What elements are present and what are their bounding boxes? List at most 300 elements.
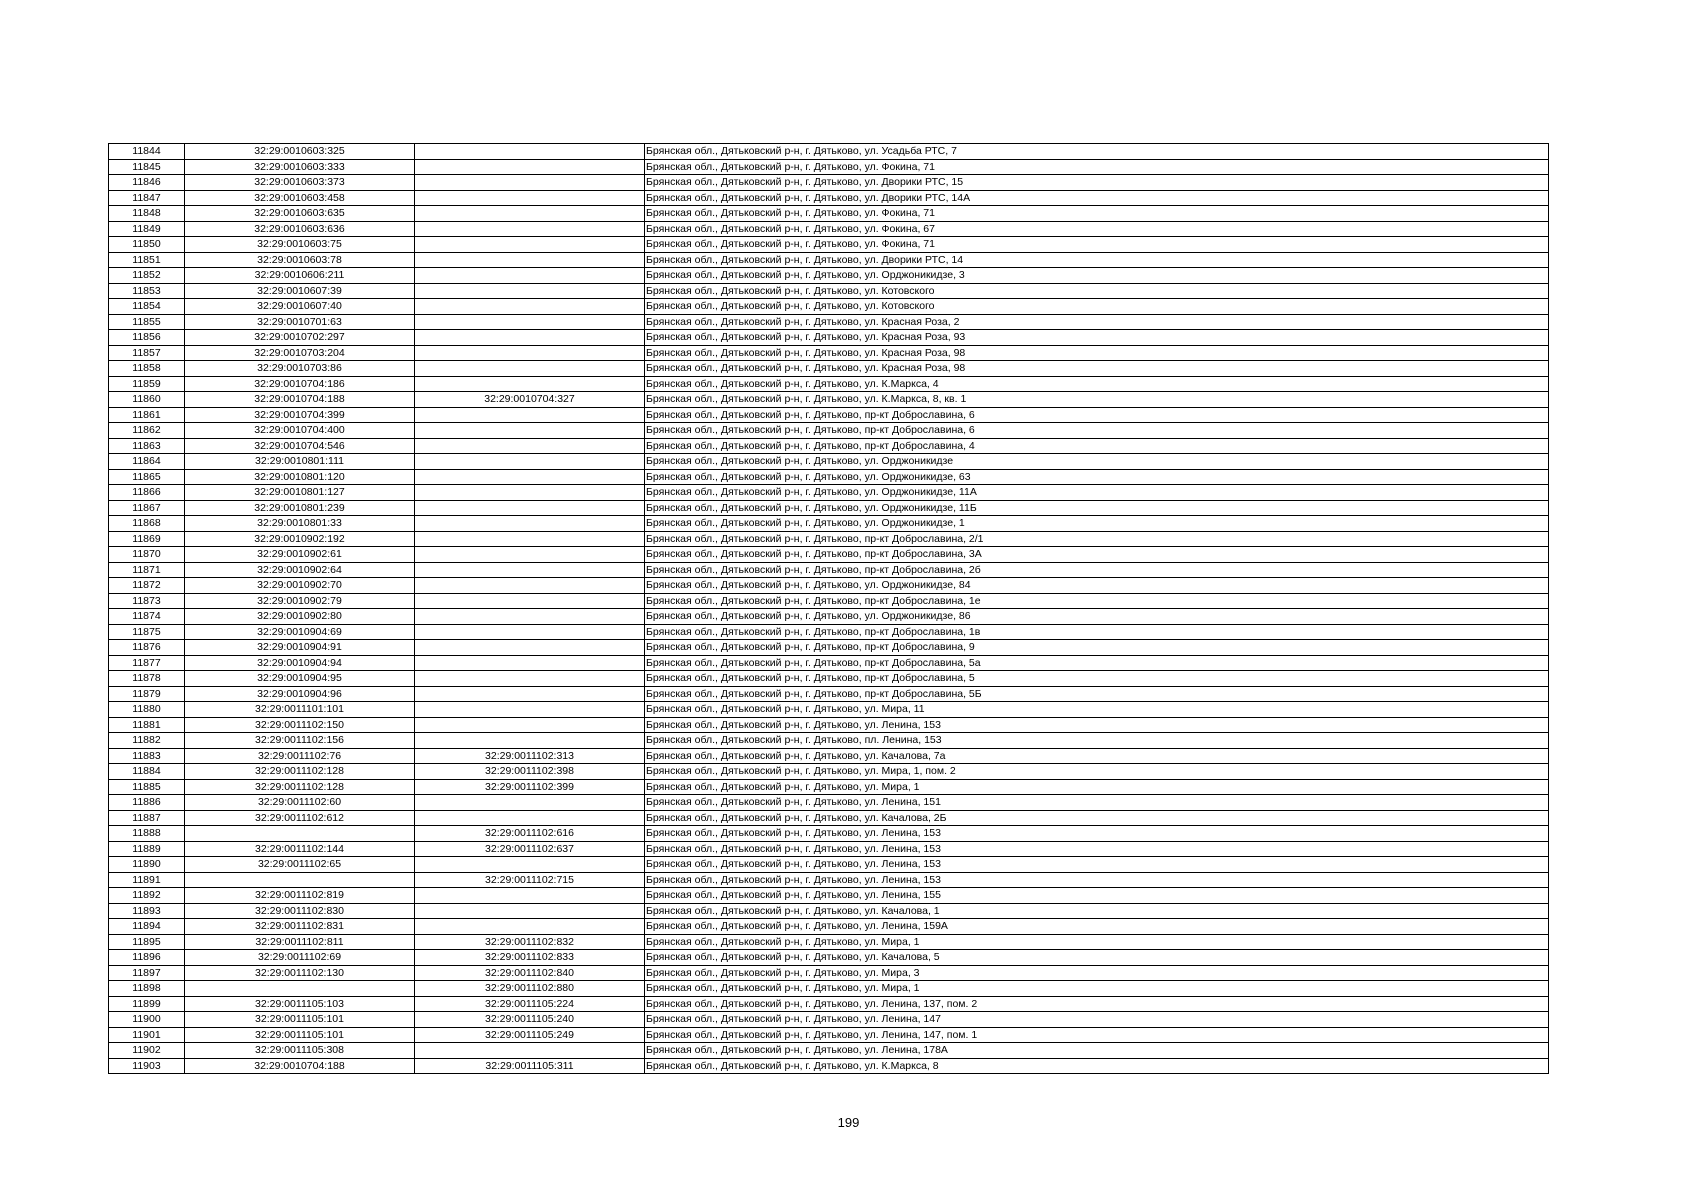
row-number-cell: 11897 [109, 965, 185, 981]
address-cell: Брянская обл., Дятьковский р-н, г. Дятьково, ул. Мира, 1 [645, 779, 1549, 795]
address-cell: Брянская обл., Дятьковский р-н, г. Дятьково, пр-кт Доброславина, 5а [645, 655, 1549, 671]
row-number-cell: 11886 [109, 795, 185, 811]
land-cadastral-number-cell: 32:29:0010603:636 [185, 221, 415, 237]
row-number-cell: 11894 [109, 919, 185, 935]
address-cell: Брянская обл., Дятьковский р-н, г. Дятьково, ул. Ленина, 137, пом. 2 [645, 996, 1549, 1012]
land-cadastral-number-cell: 32:29:0011102:65 [185, 857, 415, 873]
building-cadastral-number-cell [415, 423, 645, 439]
row-number-cell: 11887 [109, 810, 185, 826]
row-number-cell: 11900 [109, 1012, 185, 1028]
address-cell: Брянская обл., Дятьковский р-н, г. Дятьково, ул. Красная Роза, 98 [645, 361, 1549, 377]
row-number-cell: 11875 [109, 624, 185, 640]
land-cadastral-number-cell: 32:29:0011102:69 [185, 950, 415, 966]
address-cell: Брянская обл., Дятьковский р-н, г. Дятьково, пр-кт Доброславина, 3А [645, 547, 1549, 563]
land-cadastral-number-cell: 32:29:0010704:188 [185, 392, 415, 408]
row-number-cell: 11852 [109, 268, 185, 284]
building-cadastral-number-cell: 32:29:0011105:224 [415, 996, 645, 1012]
table-row [109, 903, 1549, 919]
address-cell: Брянская обл., Дятьковский р-н, г. Дятьково, ул. Ленина, 153 [645, 841, 1549, 857]
row-number-cell: 11896 [109, 950, 185, 966]
address-cell: Брянская обл., Дятьковский р-н, г. Дятьково, ул. Орджоникидзе [645, 454, 1549, 470]
row-number-cell: 11881 [109, 717, 185, 733]
land-cadastral-number-cell: 32:29:0010904:96 [185, 686, 415, 702]
row-number-cell: 11863 [109, 438, 185, 454]
address-cell: Брянская обл., Дятьковский р-н, г. Дятьково, ул. Ленина, 153 [645, 826, 1549, 842]
building-cadastral-number-cell [415, 609, 645, 625]
address-cell: Брянская обл., Дятьковский р-н, г. Дятьково, ул. Ленина, 178А [645, 1043, 1549, 1059]
building-cadastral-number-cell [415, 795, 645, 811]
building-cadastral-number-cell [415, 206, 645, 222]
land-cadastral-number-cell: 32:29:0010801:239 [185, 500, 415, 516]
land-cadastral-number-cell [185, 872, 415, 888]
row-number-cell: 11854 [109, 299, 185, 315]
table-row [109, 996, 1549, 1012]
building-cadastral-number-cell [415, 810, 645, 826]
address-cell: Брянская обл., Дятьковский р-н, г. Дятьково, ул. Орджоникидзе, 11Б [645, 500, 1549, 516]
building-cadastral-number-cell: 32:29:0011102:637 [415, 841, 645, 857]
table-row [109, 593, 1549, 609]
table-row [109, 779, 1549, 795]
land-cadastral-number-cell: 32:29:0010701:63 [185, 314, 415, 330]
row-number-cell: 11868 [109, 516, 185, 532]
table-row [109, 1043, 1549, 1059]
address-cell: Брянская обл., Дятьковский р-н, г. Дятьково, ул. Качалова, 7а [645, 748, 1549, 764]
building-cadastral-number-cell [415, 469, 645, 485]
table-row [109, 764, 1549, 780]
table-row [109, 407, 1549, 423]
land-cadastral-number-cell: 32:29:0010603:333 [185, 159, 415, 175]
row-number-cell: 11903 [109, 1058, 185, 1074]
address-cell: Брянская обл., Дятьковский р-н, г. Дятьково, ул. Орджоникидзе, 86 [645, 609, 1549, 625]
land-cadastral-number-cell: 32:29:0010603:373 [185, 175, 415, 191]
land-cadastral-number-cell: 32:29:0010704:186 [185, 376, 415, 392]
address-cell: Брянская обл., Дятьковский р-н, г. Дятьково, ул. Мира, 1 [645, 981, 1549, 997]
address-cell: Брянская обл., Дятьковский р-н, г. Дятьково, ул. Качалова, 5 [645, 950, 1549, 966]
building-cadastral-number-cell [415, 888, 645, 904]
building-cadastral-number-cell: 32:29:0011102:880 [415, 981, 645, 997]
building-cadastral-number-cell [415, 903, 645, 919]
row-number-cell: 11890 [109, 857, 185, 873]
building-cadastral-number-cell [415, 624, 645, 640]
table-row [109, 190, 1549, 206]
land-cadastral-number-cell: 32:29:0010704:546 [185, 438, 415, 454]
building-cadastral-number-cell: 32:29:0011105:249 [415, 1027, 645, 1043]
row-number-cell: 11867 [109, 500, 185, 516]
table-row [109, 965, 1549, 981]
table-row [109, 531, 1549, 547]
row-number-cell: 11858 [109, 361, 185, 377]
address-cell: Брянская обл., Дятьковский р-н, г. Дятьково, ул. Котовского [645, 299, 1549, 315]
table-row [109, 376, 1549, 392]
row-number-cell: 11864 [109, 454, 185, 470]
land-cadastral-number-cell [185, 981, 415, 997]
building-cadastral-number-cell: 32:29:0010704:327 [415, 392, 645, 408]
land-cadastral-number-cell: 32:29:0010603:78 [185, 252, 415, 268]
building-cadastral-number-cell [415, 593, 645, 609]
land-cadastral-number-cell: 32:29:0010902:79 [185, 593, 415, 609]
building-cadastral-number-cell [415, 717, 645, 733]
table-row [109, 516, 1549, 532]
land-cadastral-number-cell: 32:29:0010902:192 [185, 531, 415, 547]
land-cadastral-number-cell [185, 826, 415, 842]
row-number-cell: 11855 [109, 314, 185, 330]
row-number-cell: 11888 [109, 826, 185, 842]
table-row [109, 159, 1549, 175]
row-number-cell: 11862 [109, 423, 185, 439]
building-cadastral-number-cell [415, 376, 645, 392]
row-number-cell: 11872 [109, 578, 185, 594]
land-cadastral-number-cell: 32:29:0010704:399 [185, 407, 415, 423]
building-cadastral-number-cell: 32:29:0011102:398 [415, 764, 645, 780]
row-number-cell: 11856 [109, 330, 185, 346]
row-number-cell: 11873 [109, 593, 185, 609]
building-cadastral-number-cell: 32:29:0011105:240 [415, 1012, 645, 1028]
address-cell: Брянская обл., Дятьковский р-н, г. Дятьково, ул. Мира, 3 [645, 965, 1549, 981]
row-number-cell: 11844 [109, 144, 185, 160]
land-cadastral-number-cell: 32:29:0010603:75 [185, 237, 415, 253]
land-cadastral-number-cell: 32:29:0010902:64 [185, 562, 415, 578]
building-cadastral-number-cell [415, 175, 645, 191]
table-row [109, 392, 1549, 408]
building-cadastral-number-cell: 32:29:0011102:399 [415, 779, 645, 795]
row-number-cell: 11866 [109, 485, 185, 501]
land-cadastral-number-cell: 32:29:0011105:101 [185, 1027, 415, 1043]
row-number-cell: 11880 [109, 702, 185, 718]
building-cadastral-number-cell [415, 578, 645, 594]
land-cadastral-number-cell: 32:29:0011102:128 [185, 764, 415, 780]
building-cadastral-number-cell [415, 438, 645, 454]
table-row [109, 345, 1549, 361]
address-cell: Брянская обл., Дятьковский р-н, г. Дятьково, ул. Ленина, 147 [645, 1012, 1549, 1028]
land-cadastral-number-cell: 32:29:0010801:120 [185, 469, 415, 485]
building-cadastral-number-cell: 32:29:0011102:840 [415, 965, 645, 981]
building-cadastral-number-cell [415, 686, 645, 702]
land-cadastral-number-cell: 32:29:0011102:128 [185, 779, 415, 795]
table-row [109, 485, 1549, 501]
row-number-cell: 11847 [109, 190, 185, 206]
building-cadastral-number-cell [415, 547, 645, 563]
row-number-cell: 11861 [109, 407, 185, 423]
land-cadastral-number-cell: 32:29:0011102:819 [185, 888, 415, 904]
address-cell: Брянская обл., Дятьковский р-н, г. Дятьково, ул. Орджоникидзе, 1 [645, 516, 1549, 532]
row-number-cell: 11869 [109, 531, 185, 547]
table-row [109, 717, 1549, 733]
row-number-cell: 11850 [109, 237, 185, 253]
table-row [109, 500, 1549, 516]
row-number-cell: 11853 [109, 283, 185, 299]
row-number-cell: 11884 [109, 764, 185, 780]
land-cadastral-number-cell: 32:29:0011102:612 [185, 810, 415, 826]
row-number-cell: 11902 [109, 1043, 185, 1059]
building-cadastral-number-cell [415, 671, 645, 687]
building-cadastral-number-cell [415, 159, 645, 175]
table-row [109, 1012, 1549, 1028]
table-row [109, 252, 1549, 268]
row-number-cell: 11870 [109, 547, 185, 563]
address-cell: Брянская обл., Дятьковский р-н, г. Дятьково, ул. Дворики РТС, 14 [645, 252, 1549, 268]
land-cadastral-number-cell: 32:29:0010607:40 [185, 299, 415, 315]
row-number-cell: 11883 [109, 748, 185, 764]
address-cell: Брянская обл., Дятьковский р-н, г. Дятьково, пр-кт Доброславина, 1в [645, 624, 1549, 640]
building-cadastral-number-cell [415, 361, 645, 377]
table-row [109, 826, 1549, 842]
address-cell: Брянская обл., Дятьковский р-н, г. Дятьково, пл. Ленина, 153 [645, 733, 1549, 749]
table-row [109, 609, 1549, 625]
address-cell: Брянская обл., Дятьковский р-н, г. Дятьково, ул. Красная Роза, 2 [645, 314, 1549, 330]
land-cadastral-number-cell: 32:29:0010704:400 [185, 423, 415, 439]
building-cadastral-number-cell [415, 1043, 645, 1059]
land-cadastral-number-cell: 32:29:0010902:61 [185, 547, 415, 563]
land-cadastral-number-cell: 32:29:0011102:156 [185, 733, 415, 749]
address-cell: Брянская обл., Дятьковский р-н, г. Дятьково, пр-кт Доброславина, 1е [645, 593, 1549, 609]
row-number-cell: 11874 [109, 609, 185, 625]
row-number-cell: 11848 [109, 206, 185, 222]
table-row [109, 1027, 1549, 1043]
table-row [109, 640, 1549, 656]
building-cadastral-number-cell [415, 640, 645, 656]
land-cadastral-number-cell: 32:29:0010702:297 [185, 330, 415, 346]
land-cadastral-number-cell: 32:29:0010603:325 [185, 144, 415, 160]
table-row [109, 733, 1549, 749]
building-cadastral-number-cell [415, 221, 645, 237]
building-cadastral-number-cell [415, 485, 645, 501]
row-number-cell: 11851 [109, 252, 185, 268]
address-cell: Брянская обл., Дятьковский р-н, г. Дятьково, ул. Мира, 11 [645, 702, 1549, 718]
building-cadastral-number-cell [415, 268, 645, 284]
row-number-cell: 11885 [109, 779, 185, 795]
land-cadastral-number-cell: 32:29:0011102:811 [185, 934, 415, 950]
building-cadastral-number-cell: 32:29:0011105:311 [415, 1058, 645, 1074]
row-number-cell: 11882 [109, 733, 185, 749]
building-cadastral-number-cell: 32:29:0011102:616 [415, 826, 645, 842]
building-cadastral-number-cell [415, 407, 645, 423]
table-row [109, 655, 1549, 671]
address-cell: Брянская обл., Дятьковский р-н, г. Дятьково, пр-кт Доброславина, 5Б [645, 686, 1549, 702]
address-cell: Брянская обл., Дятьковский р-н, г. Дятьково, ул. Фокина, 71 [645, 159, 1549, 175]
building-cadastral-number-cell [415, 330, 645, 346]
table-row [109, 175, 1549, 191]
building-cadastral-number-cell [415, 702, 645, 718]
building-cadastral-number-cell [415, 857, 645, 873]
address-cell: Брянская обл., Дятьковский р-н, г. Дятьково, пр-кт Доброславина, 4 [645, 438, 1549, 454]
row-number-cell: 11878 [109, 671, 185, 687]
land-cadastral-number-cell: 32:29:0010703:204 [185, 345, 415, 361]
table-row [109, 624, 1549, 640]
table-row [109, 562, 1549, 578]
address-cell: Брянская обл., Дятьковский р-н, г. Дятьково, ул. Котовского [645, 283, 1549, 299]
building-cadastral-number-cell [415, 655, 645, 671]
address-cell: Брянская обл., Дятьковский р-н, г. Дятьково, ул. Ленина, 153 [645, 872, 1549, 888]
land-cadastral-number-cell: 32:29:0010902:70 [185, 578, 415, 594]
address-cell: Брянская обл., Дятьковский р-н, г. Дятьково, ул. Мира, 1, пом. 2 [645, 764, 1549, 780]
table-row [109, 547, 1549, 563]
table-row [109, 144, 1549, 160]
building-cadastral-number-cell [415, 345, 645, 361]
building-cadastral-number-cell [415, 144, 645, 160]
land-cadastral-number-cell: 32:29:0011102:76 [185, 748, 415, 764]
address-cell: Брянская обл., Дятьковский р-н, г. Дятьково, ул. Орджоникидзе, 3 [645, 268, 1549, 284]
building-cadastral-number-cell [415, 733, 645, 749]
address-cell: Брянская обл., Дятьковский р-н, г. Дятьково, ул. Ленина, 155 [645, 888, 1549, 904]
table-row [109, 981, 1549, 997]
table-row [109, 283, 1549, 299]
row-number-cell: 11871 [109, 562, 185, 578]
row-number-cell: 11901 [109, 1027, 185, 1043]
row-number-cell: 11898 [109, 981, 185, 997]
address-cell: Брянская обл., Дятьковский р-н, г. Дятьково, пр-кт Доброславина, 9 [645, 640, 1549, 656]
land-cadastral-number-cell: 32:29:0011105:308 [185, 1043, 415, 1059]
table-row [109, 469, 1549, 485]
table-row [109, 221, 1549, 237]
table-row [109, 237, 1549, 253]
table-row [109, 578, 1549, 594]
building-cadastral-number-cell: 32:29:0011102:313 [415, 748, 645, 764]
address-cell: Брянская обл., Дятьковский р-н, г. Дятьково, ул. К.Маркса, 8, кв. 1 [645, 392, 1549, 408]
row-number-cell: 11876 [109, 640, 185, 656]
cadastral-table [108, 143, 1549, 1074]
land-cadastral-number-cell: 32:29:0011102:144 [185, 841, 415, 857]
table-row [109, 330, 1549, 346]
table-row [109, 423, 1549, 439]
land-cadastral-number-cell: 32:29:0011102:60 [185, 795, 415, 811]
land-cadastral-number-cell: 32:29:0011105:103 [185, 996, 415, 1012]
building-cadastral-number-cell [415, 190, 645, 206]
building-cadastral-number-cell [415, 252, 645, 268]
row-number-cell: 11889 [109, 841, 185, 857]
land-cadastral-number-cell: 32:29:0011102:130 [185, 965, 415, 981]
table-row [109, 361, 1549, 377]
row-number-cell: 11846 [109, 175, 185, 191]
page-number: 199 [837, 1115, 860, 1130]
address-cell: Брянская обл., Дятьковский р-н, г. Дятьково, ул. Мира, 1 [645, 934, 1549, 950]
row-number-cell: 11891 [109, 872, 185, 888]
table-body [109, 144, 1549, 1074]
land-cadastral-number-cell: 32:29:0010704:188 [185, 1058, 415, 1074]
address-cell: Брянская обл., Дятьковский р-н, г. Дятьково, ул. Дворики РТС, 14А [645, 190, 1549, 206]
land-cadastral-number-cell: 32:29:0010801:127 [185, 485, 415, 501]
row-number-cell: 11857 [109, 345, 185, 361]
address-cell: Брянская обл., Дятьковский р-н, г. Дятьково, ул. Красная Роза, 93 [645, 330, 1549, 346]
table-row [109, 934, 1549, 950]
table-row [109, 795, 1549, 811]
land-cadastral-number-cell: 32:29:0011102:831 [185, 919, 415, 935]
land-cadastral-number-cell: 32:29:0010607:39 [185, 283, 415, 299]
row-number-cell: 11845 [109, 159, 185, 175]
building-cadastral-number-cell [415, 314, 645, 330]
table-row [109, 454, 1549, 470]
land-cadastral-number-cell: 32:29:0010904:91 [185, 640, 415, 656]
row-number-cell: 11877 [109, 655, 185, 671]
table-row [109, 857, 1549, 873]
table-row [109, 438, 1549, 454]
building-cadastral-number-cell [415, 500, 645, 516]
table-row [109, 299, 1549, 315]
row-number-cell: 11899 [109, 996, 185, 1012]
building-cadastral-number-cell [415, 562, 645, 578]
address-cell: Брянская обл., Дятьковский р-н, г. Дятьково, пр-кт Доброславина, 2/1 [645, 531, 1549, 547]
address-cell: Брянская обл., Дятьковский р-н, г. Дятьково, пр-кт Доброславина, 2б [645, 562, 1549, 578]
row-number-cell: 11879 [109, 686, 185, 702]
building-cadastral-number-cell [415, 237, 645, 253]
land-cadastral-number-cell: 32:29:0011101:101 [185, 702, 415, 718]
building-cadastral-number-cell [415, 283, 645, 299]
land-cadastral-number-cell: 32:29:0010801:111 [185, 454, 415, 470]
table-row [109, 919, 1549, 935]
building-cadastral-number-cell: 32:29:0011102:833 [415, 950, 645, 966]
address-cell: Брянская обл., Дятьковский р-н, г. Дятьково, ул. Орджоникидзе, 84 [645, 578, 1549, 594]
table-row [109, 702, 1549, 718]
address-cell: Брянская обл., Дятьковский р-н, г. Дятьково, ул. Усадьба РТС, 7 [645, 144, 1549, 160]
address-cell: Брянская обл., Дятьковский р-н, г. Дятьково, ул. Качалова, 1 [645, 903, 1549, 919]
row-number-cell: 11892 [109, 888, 185, 904]
land-cadastral-number-cell: 32:29:0010703:86 [185, 361, 415, 377]
address-cell: Брянская обл., Дятьковский р-н, г. Дятьково, ул. Ленина, 153 [645, 857, 1549, 873]
land-cadastral-number-cell: 32:29:0011102:830 [185, 903, 415, 919]
address-cell: Брянская обл., Дятьковский р-н, г. Дятьково, пр-кт Доброславина, 5 [645, 671, 1549, 687]
table-row [109, 268, 1549, 284]
table-row [109, 671, 1549, 687]
row-number-cell: 11860 [109, 392, 185, 408]
row-number-cell: 11849 [109, 221, 185, 237]
building-cadastral-number-cell [415, 454, 645, 470]
table-row [109, 888, 1549, 904]
table-row [109, 810, 1549, 826]
table-row [109, 872, 1549, 888]
address-cell: Брянская обл., Дятьковский р-н, г. Дятьково, ул. Дворики РТС, 15 [645, 175, 1549, 191]
table-row [109, 841, 1549, 857]
land-cadastral-number-cell: 32:29:0010603:635 [185, 206, 415, 222]
address-cell: Брянская обл., Дятьковский р-н, г. Дятьково, пр-кт Доброславина, 6 [645, 423, 1549, 439]
land-cadastral-number-cell: 32:29:0010902:80 [185, 609, 415, 625]
building-cadastral-number-cell [415, 919, 645, 935]
land-cadastral-number-cell: 32:29:0010904:95 [185, 671, 415, 687]
address-cell: Брянская обл., Дятьковский р-н, г. Дятьково, ул. Орджоникидзе, 63 [645, 469, 1549, 485]
table-row [109, 950, 1549, 966]
building-cadastral-number-cell [415, 516, 645, 532]
land-cadastral-number-cell: 32:29:0011102:150 [185, 717, 415, 733]
table-row [109, 206, 1549, 222]
address-cell: Брянская обл., Дятьковский р-н, г. Дятьково, ул. Ленина, 159А [645, 919, 1549, 935]
table-row [109, 748, 1549, 764]
row-number-cell: 11865 [109, 469, 185, 485]
table-row [109, 1058, 1549, 1074]
building-cadastral-number-cell: 32:29:0011102:715 [415, 872, 645, 888]
address-cell: Брянская обл., Дятьковский р-н, г. Дятьково, ул. Ленина, 151 [645, 795, 1549, 811]
row-number-cell: 11893 [109, 903, 185, 919]
land-cadastral-number-cell: 32:29:0010904:69 [185, 624, 415, 640]
land-cadastral-number-cell: 32:29:0011105:101 [185, 1012, 415, 1028]
building-cadastral-number-cell [415, 531, 645, 547]
address-cell: Брянская обл., Дятьковский р-н, г. Дятьково, ул. Ленина, 147, пом. 1 [645, 1027, 1549, 1043]
address-cell: Брянская обл., Дятьковский р-н, г. Дятьково, ул. Фокина, 71 [645, 206, 1549, 222]
address-cell: Брянская обл., Дятьковский р-н, г. Дятьково, ул. Орджоникидзе, 11А [645, 485, 1549, 501]
address-cell: Брянская обл., Дятьковский р-н, г. Дятьково, ул. Фокина, 71 [645, 237, 1549, 253]
address-cell: Брянская обл., Дятьковский р-н, г. Дятьково, ул. Ленина, 153 [645, 717, 1549, 733]
address-cell: Брянская обл., Дятьковский р-н, г. Дятьково, пр-кт Доброславина, 6 [645, 407, 1549, 423]
table-row [109, 314, 1549, 330]
address-cell: Брянская обл., Дятьковский р-н, г. Дятьково, ул. К.Маркса, 4 [645, 376, 1549, 392]
land-cadastral-number-cell: 32:29:0010606:211 [185, 268, 415, 284]
land-cadastral-number-cell: 32:29:0010801:33 [185, 516, 415, 532]
address-cell: Брянская обл., Дятьковский р-н, г. Дятьково, ул. К.Маркса, 8 [645, 1058, 1549, 1074]
address-cell: Брянская обл., Дятьковский р-н, г. Дятьково, ул. Качалова, 2Б [645, 810, 1549, 826]
building-cadastral-number-cell [415, 299, 645, 315]
land-cadastral-number-cell: 32:29:0010904:94 [185, 655, 415, 671]
address-cell: Брянская обл., Дятьковский р-н, г. Дятьково, ул. Красная Роза, 98 [645, 345, 1549, 361]
building-cadastral-number-cell: 32:29:0011102:832 [415, 934, 645, 950]
row-number-cell: 11859 [109, 376, 185, 392]
table-row [109, 686, 1549, 702]
